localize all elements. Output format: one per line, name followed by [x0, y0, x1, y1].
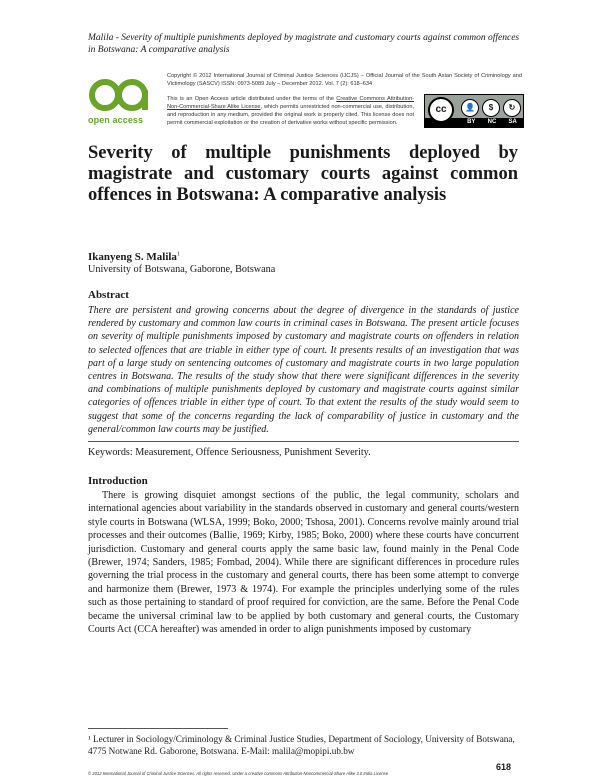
sa-icon: ↻	[503, 99, 521, 117]
cc-label-by: BY	[467, 119, 476, 125]
license-text-post: , which permits unrestricted non-commercial use, distribution, and reproduction in any medium, provided the original work is properly cited. This license does not permit commercial exploitation or the creation of derivative works without specific permission.	[167, 104, 414, 126]
nc-icon: $	[482, 99, 500, 117]
page-number: 618	[496, 762, 512, 772]
license-text-pre: This is an Open Access article distributed under the terms of the	[167, 96, 337, 102]
paper-title: Severity of multiple punishments deployed by magistrate and customary courts against common offences in Botswana: A comparative analysis	[88, 143, 518, 205]
running-head: Malila - Severity of multiple punishments deployed by magistrate and customary courts against common offences in Botswana: A comparative analysis	[88, 33, 520, 55]
license-notice	[167, 95, 414, 127]
cc-icon: cc	[428, 97, 454, 123]
introduction-text: There is growing disquiet amongst sections of the public, the legal community, scholars and international agencies about variability in the standards observed in customary and general courts/western style courts in Botswana (WLSA, 1999; Boko, 2000; Tshosa, 2001). Concerns revolve mainly around trial processes and their outcomes (Ballie, 1969; Kirby, 1985; Boko, 2000) where these courts have concurrent jurisdiction. Customary and general courts apply the same basic law, found mainly in the Penal Code (Brewer, 1974; Sanders, 1985; Fombad, 2004). While there are significant differences in procedure rules governing the trial process in the customary and general courts, there has been some attempt to converge and harmonize them (Brewer, 1973 & 1974). For example the principles underlying some of the rules such as those pertaining to standard of proof required for conviction, are the same. Before the Penal Code became the universal criminal law to be applied by both customary and general courts, the Customary Courts Act (CCA hereafter) was amended in order to align punishments imposed by customary	[88, 490, 519, 636]
bottom-copyright-line: © 2012 International Journal of Criminal Justice Sciences. All rights reserved. Under a creative commons Attribution-Noncommercial-Share Alike 3.0 India License	[88, 771, 389, 776]
license-link[interactable]: Creative Commons Attribution-Non-Commercial-Share Alike License	[167, 96, 414, 110]
abstract-text: There are persistent and growing concerns about the degree of divergence in the standards of justice rendered by customary and common law courts in criminal cases in Botswana. The present article focuses on severity of multiple punishments imposed by customary and magistrate courts on offenders in relation to selected offences that are triable in either type of court. It presents results of an investigation that was part of a large study on sentencing outcomes of customary and magistrate courts in two large population centres in Botswana. The results of the study show that there were significant differences in the severity and combinations of multiple punishments deployed by customary and magistrate courts against similar categories of offences triable in either type of court. To that extent the results of the study would seem to suggest that some of the concerns regarding the lack of comparability of justice in customary and the general/common law courts may be justified.	[88, 305, 519, 435]
footnote-mark: 1	[176, 251, 180, 258]
cc-license-badge[interactable]	[424, 94, 524, 128]
open-access-label: open access	[88, 115, 144, 125]
copyright-notice: Copyright © 2012 International Journal of Criminal Justice Sciences (IJCJS) – Official Journal of the South Asian Society of Criminology and Victimology (SASCV) ISSN: 0973-5089 July – December 2012. Vol. 7 (2): 618–634	[167, 73, 522, 87]
section-divider	[88, 441, 519, 442]
abstract-heading: Abstract	[88, 289, 129, 301]
footnote-divider	[88, 728, 228, 729]
by-icon: 👤	[461, 99, 479, 117]
author-affiliation: University of Botswana, Gaborone, Botswana	[88, 264, 276, 275]
introduction-heading: Introduction	[88, 475, 148, 487]
cc-label-nc: NC	[487, 119, 497, 125]
author-name	[88, 251, 180, 263]
cc-badge-labels	[461, 118, 523, 127]
cc-label-sa: SA	[508, 119, 517, 125]
footnote: ¹ Lecturer in Sociology/Criminology & Criminal Justice Studies, Department of Sociology, University of Botswana, 4775 Notwane Rd. Gaborone, Botswana. E-Mail: malila@mopipi.ub.bw	[88, 734, 515, 756]
keywords: Keywords: Measurement, Offence Seriousness, Punishment Severity.	[88, 447, 371, 458]
author-name-text: Ikanyeng S. Malila	[88, 251, 177, 263]
